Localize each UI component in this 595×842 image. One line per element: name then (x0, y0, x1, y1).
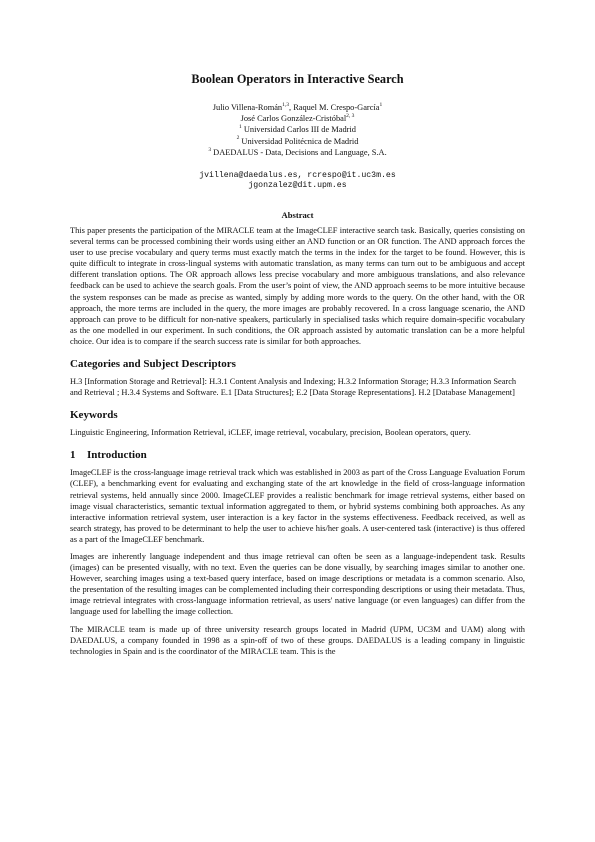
author-separator: , (289, 103, 294, 112)
author-name: José Carlos González-Cristóbal (240, 114, 347, 123)
introduction-paragraph-3: The MIRACLE team is made up of three university research groups located in Madrid (UPM, UC3M and UAM) along with DAEDALUS, a company founded in 1998 as a spin-off of two of these groups. DAEDALUS is a leading company in linguistic technologies in Spain and is the coordinator of the MIRACLE team. This is the (70, 624, 525, 656)
affiliation-number: 1 (239, 123, 242, 130)
author-emails (70, 171, 525, 191)
affiliation-number: 3 (208, 146, 212, 153)
categories-text: H.3 [Information Storage and Retrieval]: H.3.1 Content Analysis and Indexing; H.3.2 Information Storage; H.3.3 Information Search and Retrieval ; H.3.4 Systems and Software. E.1 [Data Structures]; E.2 [Data Storage Representations]. H.2 [Database Management] (70, 377, 517, 398)
paper-title: Boolean Operators in Interactive Search (191, 72, 404, 86)
keywords-text: Linguistic Engineering, Information Retrieval, iCLEF, image retrieval, vocabulary, precision, Boolean operators, query. (70, 428, 471, 438)
affiliation-3 (70, 147, 525, 159)
abstract-heading: Abstract (281, 209, 314, 220)
keywords-heading: Keywords (70, 409, 118, 422)
introduction-heading (70, 449, 525, 462)
categories-heading: Categories and Subject Descriptors (70, 358, 236, 371)
affiliation-2 (70, 136, 525, 148)
author-affiliation-mark: 2, 3 (346, 112, 355, 119)
email-line-1: jvillena@daedalus.es, rcrespo@it.uc3m.es (199, 170, 396, 180)
author-affiliation-mark: 1 (379, 101, 383, 108)
abstract-text: This paper presents the participation of the MIRACLE team at the ImageCLEF interactive search task. Basically, queries consisting on several terms can be processed combining their words using either an AND function or an OR function. The AND approach forces the user to use precise vocabulary and query terms must exactly match the terms in the index for the target to be found. However, this is quite difficult to integrate in cross-lingual systems with automatic translation, as many terms can turn out to be ambiguous and accept different translation options. The OR approach allows less precise vocabulary and more ambiguous translations, and also relevance feedback can be used to achieve the search goals. From the user’s point of view, the AND approach seems to be more intuitive because the system responses can be made as precise as wanted, simply by adding more words to the query. On the other hand, with the OR approach, the more terms are included in the query, the more images are probably recovered. In a cross language scenario, the AND approach can prove to be difficult for non-native speakers, particularly in specialised tasks which require domain-specific vocabulary as the one modelled in our experiment. In such conditions, the OR approach assisted by automatic translation can be a more helpful choice. Our idea is to compare if the search success rate is similar for both approaches. (70, 226, 525, 346)
section-title: Introduction (87, 449, 147, 462)
affiliation-number: 2 (236, 135, 240, 142)
author-name: Julio Villena-Román (212, 103, 283, 112)
author-name: Raquel M. Crespo-García (293, 103, 380, 112)
section-number: 1 (70, 449, 76, 462)
affiliation-name: DAEDALUS - Data, Decisions and Language, S.A. (211, 148, 387, 157)
email-line-2: jgonzalez@dit.upm.es (248, 180, 347, 190)
author-line-1 (70, 102, 525, 113)
author-line-2 (70, 113, 525, 124)
affiliation-name: Universidad Politécnica de Madrid (239, 136, 359, 146)
affiliation-name: Universidad Carlos III de Madrid (241, 125, 356, 134)
introduction-paragraph-1: ImageCLEF is the cross-language image retrieval track which was established in 2003 as part of the Cross Language Evaluation Forum (CLEF), a benchmarking event for evaluating and exchanging state of the art knowledge in the field of cross-language information retrieval systems, held annually since 2000. ImageCLEF provides a realistic benchmark for image retrieval systems, either based on image visual characteristics, semantic textual information aggregated to them, or hybrid systems combining both approaches. As any interactive information retrieval system, user interaction is a key factor in the systems effectiveness. Feedback received, as well as search strategy, has proved to be determinant to help the user to achieve his/her goals. A user-centered task (interactive) is thus offered as a part of the ImageCLEF benchmark. (70, 468, 525, 544)
page-content (70, 72, 525, 663)
author-affiliation-mark: 1,3 (282, 101, 289, 108)
affiliation-1 (70, 124, 525, 136)
introduction-paragraph-2: Images are inherently language independent and thus image retrieval can often be seen as a language-independent task. Results (images) can be presented visually, with no text. Even the queries can be done visually, by searching images similar to another one. However, searching images using a text-based query interface, based on image descriptions or metadata is a common scenario. Also, the presentation of the resulting images can be complemented including their corresponding descriptions or using their metadata. Thus, image retrieval integrates with cross-language information retrieval, as users' native language (or even languages) can differ from the language used for labelling the image collection. (70, 551, 525, 617)
